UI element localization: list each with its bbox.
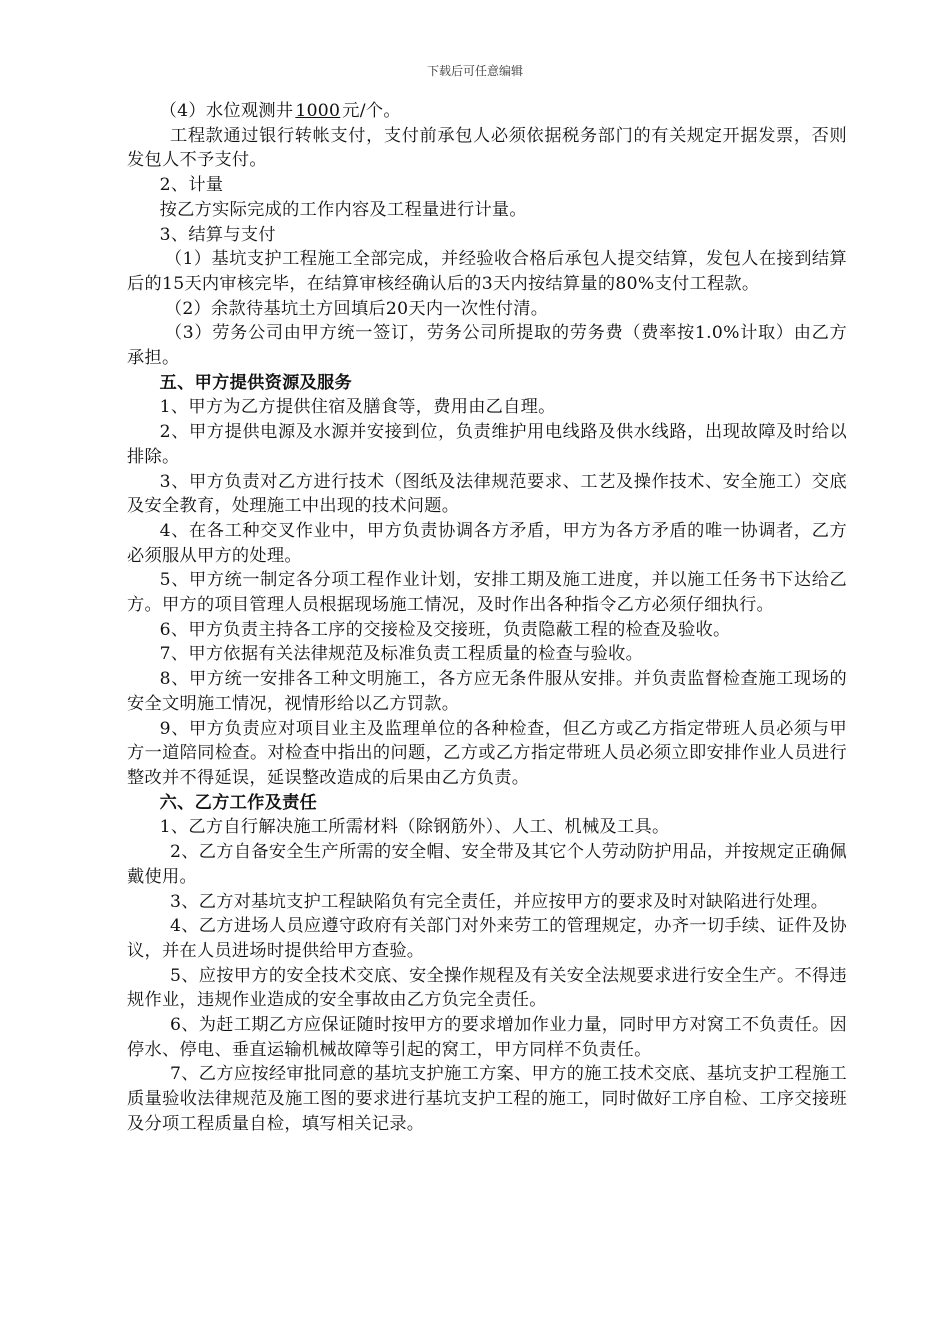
paragraph-settlement-1: （1）基坑支护工程施工全部完成，并经验收合格后承包人提交结算，发包人在接到结算后的15天内审核完毕，在结算审核经确认后的3天内按结算量的80%支付工程款。	[127, 249, 847, 294]
section-settlement: 3、结算与支付	[159, 224, 276, 245]
paragraph-5-5: 5、甲方统一制定各分项工程作业计划，安排工期及施工进度，并以施工任务书下达给乙方。甲方的项目管理人员根据现场施工情况，及时作出各种指令乙方必须仔细执行。	[127, 570, 847, 616]
paragraph-6-4: 4、乙方进场人员应遵守政府有关部门对外来劳工的管理规定，办齐一切手续、证件及协议，并在人员进场时提供给甲方查验。	[127, 916, 847, 961]
paragraph-5-1: 1、甲方为乙方提供住宿及膳食等，费用由乙自理。	[159, 397, 556, 418]
paragraph-6-3: 3、乙方对基坑支护工程缺陷负有完全责任，并应按甲方的要求及时对缺陷进行处理。	[170, 891, 829, 912]
paragraph-5-9: 9、甲方负责应对项目业主及监理单位的各种检查，但乙方或乙方指定带班人员必须与甲方一道陪同检查。对检查中指出的问题，乙方或乙方指定带班人员必须立即安排作业人员进行整改并不得延误，延误整改造成的后果由乙方负责。	[127, 718, 847, 788]
paragraph-5-8: 8、甲方统一安排各工种文明施工，各方应无条件服从安排。并负责监督检查施工现场的安全文明施工情况，视情形给以乙方罚款。	[127, 669, 847, 714]
paragraph-5-6: 6、甲方负责主持各工序的交接检及交接班，负责隐蔽工程的检查及验收。	[159, 619, 731, 640]
paragraph-6-5: 5、应按甲方的安全技术交底、安全操作规程及有关安全法规要求进行安全生产。不得违规作业，违规作业造成的安全事故由乙方负完全责任。	[127, 965, 847, 1011]
paragraph-payment-method: 工程款通过银行转帐支付，支付前承包人必须依据税务部门的有关规定开据发票，否则发包人不予支付。	[127, 125, 847, 171]
paragraph-5-4: 4、在各工种交叉作业中，甲方负责协调各方矛盾，甲方为各方矛盾的唯一协调者，乙方必须服从甲方的处理。	[127, 520, 847, 566]
water-well-text: （4）水位观测井	[159, 101, 294, 121]
water-well-price: 1000	[295, 101, 341, 121]
water-well-unit: 元/个。	[342, 101, 401, 121]
paragraph-measurement: 按乙方实际完成的工作内容及工程量进行计量。	[159, 199, 527, 220]
paragraph-settlement-3: （3）劳务公司由甲方统一签订，劳务公司所提取的劳务费（费率按1.0%计取）由乙方承担。	[127, 323, 847, 369]
paragraph-6-1: 1、乙方自行解决施工所需材料（除钢筋外）、人工、机械及工具。	[159, 817, 670, 838]
heading-section-5: 五、甲方提供资源及服务	[159, 372, 353, 393]
paragraph-settlement-2: （2）余款待基坑土方回填后20天内一次性付清。	[164, 298, 549, 319]
page-header: 下载后可任意编辑	[426, 64, 523, 78]
paragraph-6-6: 6、为赶工期乙方应保证随时按甲方的要求增加作业力量，同时甲方对窝工不负责任。因停水、停电、垂直运输机械故障等引起的窝工，甲方同样不负责任。	[127, 1015, 847, 1060]
paragraph-5-2: 2、甲方提供电源及水源并安接到位，负责维护用电线路及供水线路，出现故障及时给以排除。	[127, 422, 847, 467]
paragraph-5-7: 7、甲方依据有关法律规范及标准负责工程质量的检查与验收。	[159, 644, 644, 665]
paragraph-water-well	[127, 99, 847, 124]
section-measurement: 2、计量	[159, 175, 224, 196]
paragraph-6-7: 7、乙方应按经审批同意的基坑支护施工方案、甲方的施工技术交底、基坑支护工程施工质量验收法律规范及施工图的要求进行基坑支护工程的施工，同时做好工序自检、工序交接班及分项工程质量自检，填写相关记录。	[127, 1064, 847, 1134]
heading-section-6: 六、乙方工作及责任	[159, 792, 318, 813]
paragraph-5-3: 3、甲方负责对乙方进行技术（图纸及法律规范要求、工艺及操作技术、安全施工）交底及安全教育，处理施工中出现的技术问题。	[127, 471, 847, 517]
paragraph-6-2: 2、乙方自备安全生产所需的安全帽、安全带及其它个人劳动防护用品，并按规定正确佩戴使用。	[127, 842, 847, 887]
document-body	[127, 99, 847, 1137]
